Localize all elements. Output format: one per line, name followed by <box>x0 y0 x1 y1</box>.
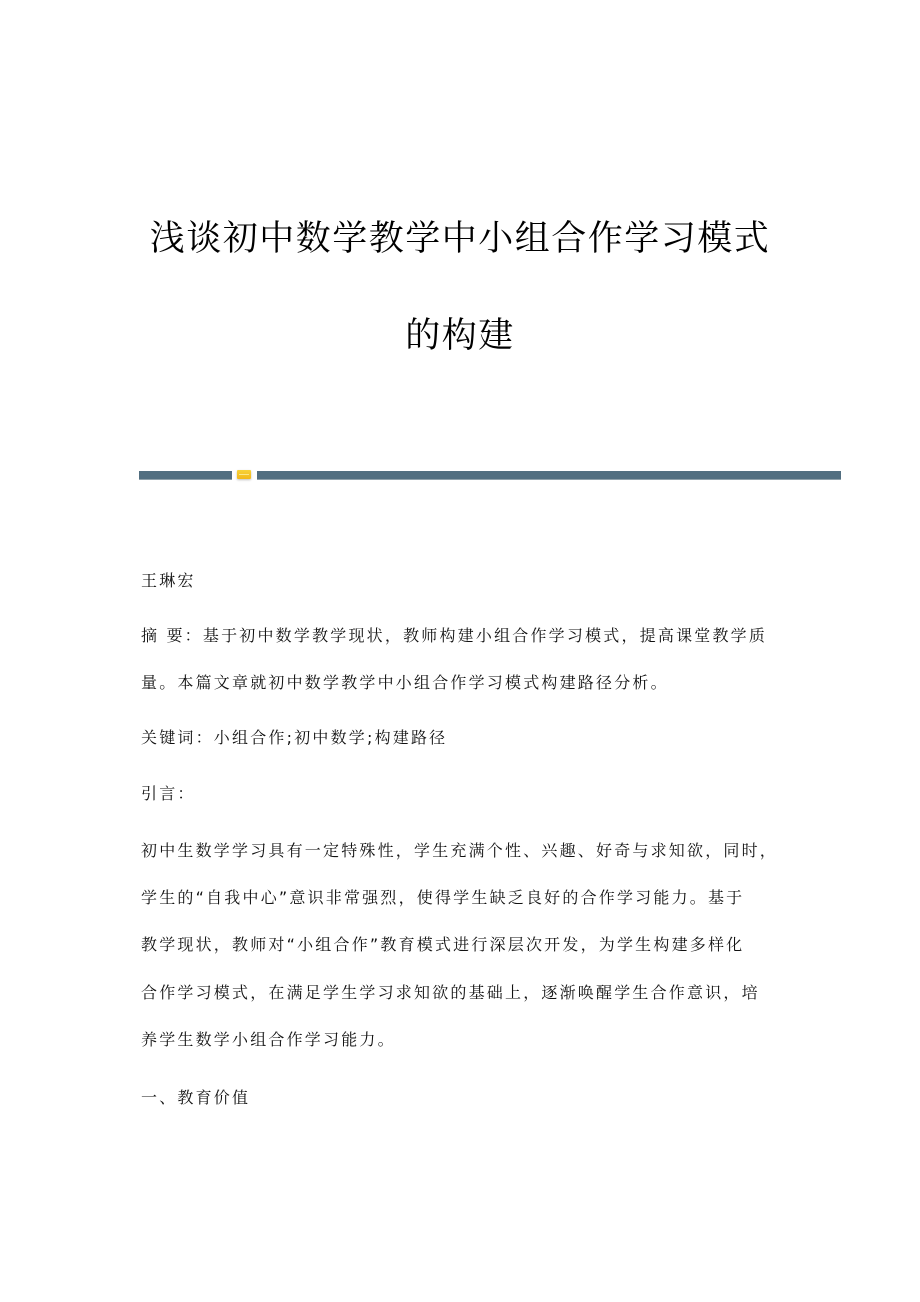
intro-paragraph-line-4: 合作学习模式，在满足学生学习求知欲的基础上，逐渐唤醒学生合作意识，培 <box>141 983 760 1002</box>
document-title-line-1: 浅谈初中数学教学中小组合作学习模式 <box>149 219 771 259</box>
title-divider <box>139 470 841 480</box>
document-title-line-2: 的构建 <box>405 316 515 356</box>
divider-ornament-icon <box>237 470 251 479</box>
keywords-line: 关键词：小组合作;初中数学;构建路径 <box>141 728 448 747</box>
author-name: 王琳宏 <box>141 571 196 590</box>
abstract-line-1: 摘 要：基于初中数学教学现状，教师构建小组合作学习模式，提高课堂教学质 <box>141 626 768 645</box>
intro-paragraph-line-5: 养学生数学小组合作学习能力。 <box>141 1030 396 1049</box>
abstract-line-2: 量。本篇文章就初中数学教学中小组合作学习模式构建路径分析。 <box>141 673 669 692</box>
intro-paragraph-line-2: 学生的“自我中心”意识非常强烈，使得学生缺乏良好的合作学习能力。基于 <box>141 888 745 907</box>
intro-paragraph-line-3: 教学现状，教师对“小组合作”教育模式进行深层次开发，为学生构建多样化 <box>141 935 745 954</box>
intro-label: 引言： <box>141 784 196 803</box>
divider-bar-right <box>257 471 841 480</box>
intro-paragraph-line-1: 初中生数学学习具有一定特殊性，学生充满个性、兴趣、好奇与求知欲，同时， <box>141 841 779 860</box>
section-heading: 一、教育价值 <box>141 1088 251 1107</box>
divider-bar-left <box>139 471 232 480</box>
